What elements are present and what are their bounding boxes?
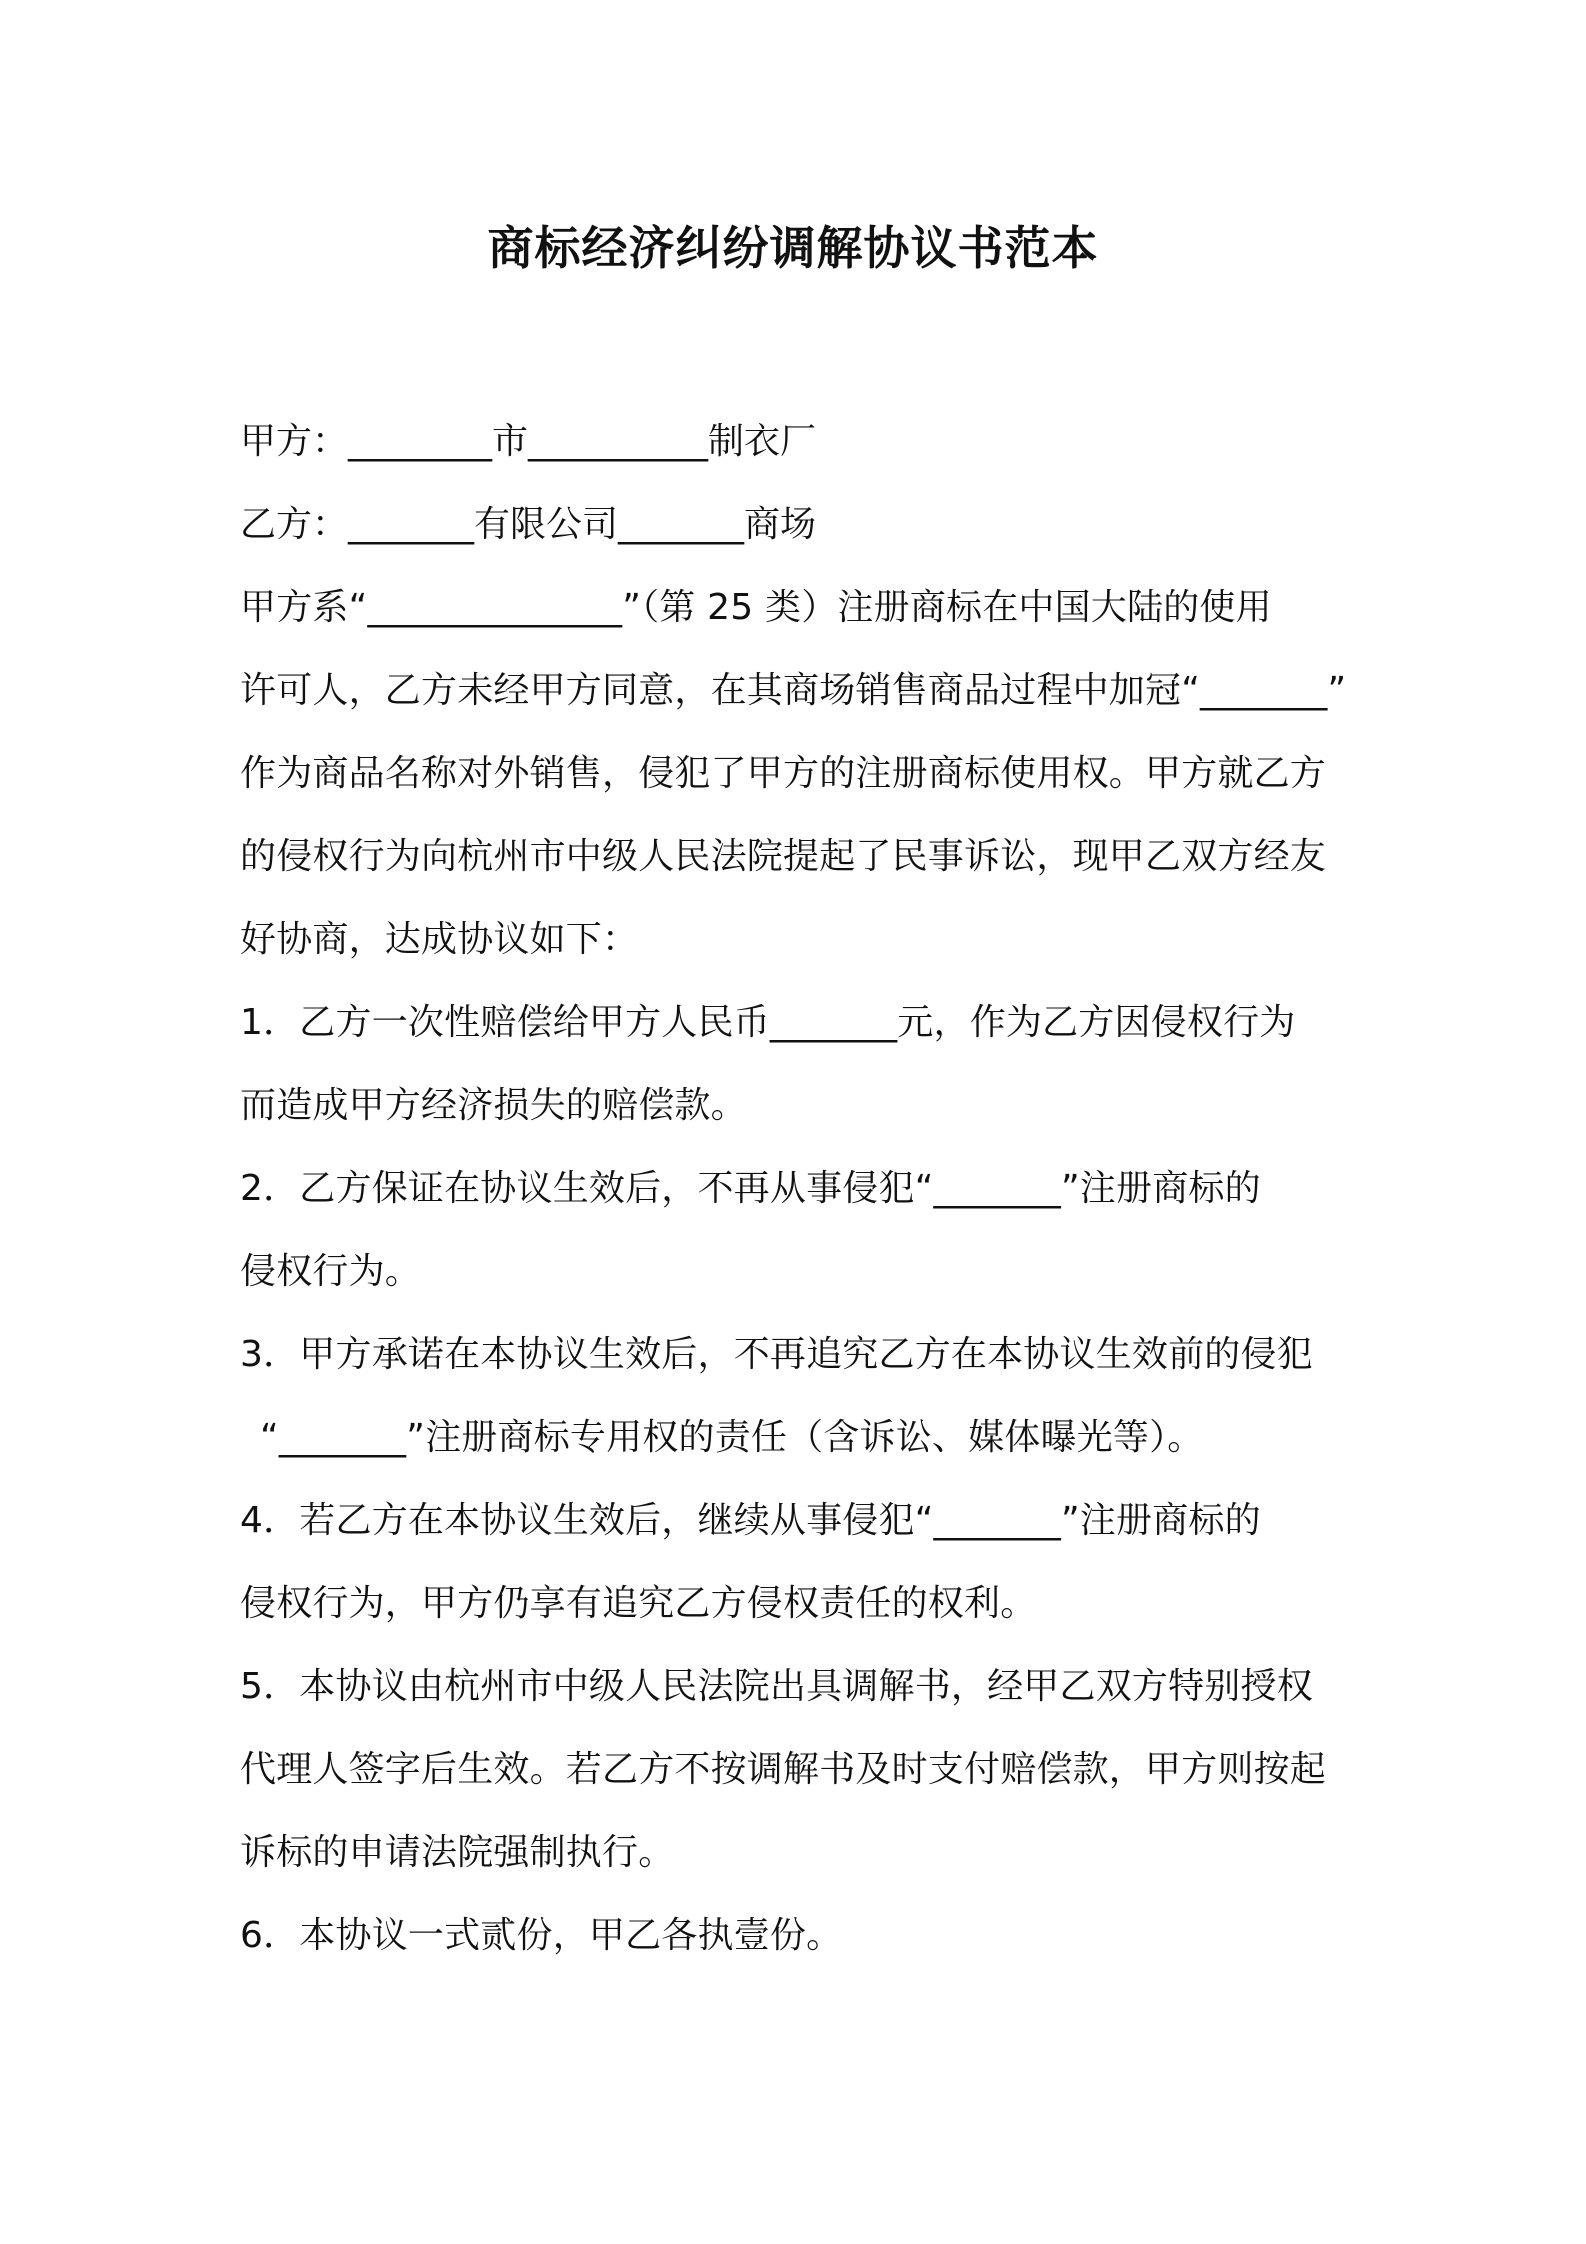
clause-2-line-2: 侵权行为。: [240, 1251, 422, 1292]
preamble-line-2: 许可人，乙方未经甲方同意，在其商场销售商品过程中加冠“_______”: [240, 670, 1347, 711]
clause-4-line-2: 侵权行为，甲方仍享有追究乙方侵权责任的权利。: [240, 1583, 1037, 1624]
clause-5-line-2: 代理人签字后生效。若乙方不按调解书及时支付赔偿款，甲方则按起: [240, 1749, 1327, 1790]
clause-1-line-2: 而造成甲方经济损失的赔偿款。: [240, 1085, 747, 1126]
clause-2-line-1: 2．乙方保证在协议生效后，不再从事侵犯“_______”注册商标的: [240, 1168, 1261, 1209]
preamble-line-1: 甲方系“______________”（第 25 类）注册商标在中国大陆的使用: [240, 587, 1272, 628]
clause-5-line-1: 5．本协议由杭州市中级人民法院出具调解书，经甲乙双方特别授权: [240, 1666, 1313, 1707]
document-body: [240, 400, 1360, 1977]
party-a-line: 甲方：________市__________制衣厂: [240, 421, 817, 462]
preamble-line-3: 作为商品名称对外销售，侵犯了甲方的注册商标使用权。甲方就乙方: [240, 753, 1327, 794]
clause-5-line-3: 诉标的申请法院强制执行。: [240, 1832, 675, 1873]
preamble-line-4: 的侵权行为向杭州市中级人民法院提起了民事诉讼，现甲乙双方经友: [240, 836, 1327, 877]
document-title: 商标经济纠纷调解协议书范本: [487, 221, 1099, 275]
party-b-line: 乙方：_______有限公司_______商场: [240, 504, 817, 545]
preamble-line-5: 好协商，达成协议如下：: [240, 919, 639, 960]
clause-3-line-1: 3．甲方承诺在本协议生效后，不再追究乙方在本协议生效前的侵犯: [240, 1334, 1313, 1375]
clause-3-line-2: “_______”注册商标专用权的责任（含诉讼、媒体曝光等）。: [260, 1417, 1204, 1458]
clause-1-line-1: 1．乙方一次性赔偿给甲方人民币_______元，作为乙方因侵权行为: [240, 1002, 1296, 1043]
clause-6-line-1: 6．本协议一式贰份，甲乙各执壹份。: [240, 1915, 843, 1956]
clause-4-line-1: 4．若乙方在本协议生效后，继续从事侵犯“_______”注册商标的: [240, 1500, 1261, 1541]
